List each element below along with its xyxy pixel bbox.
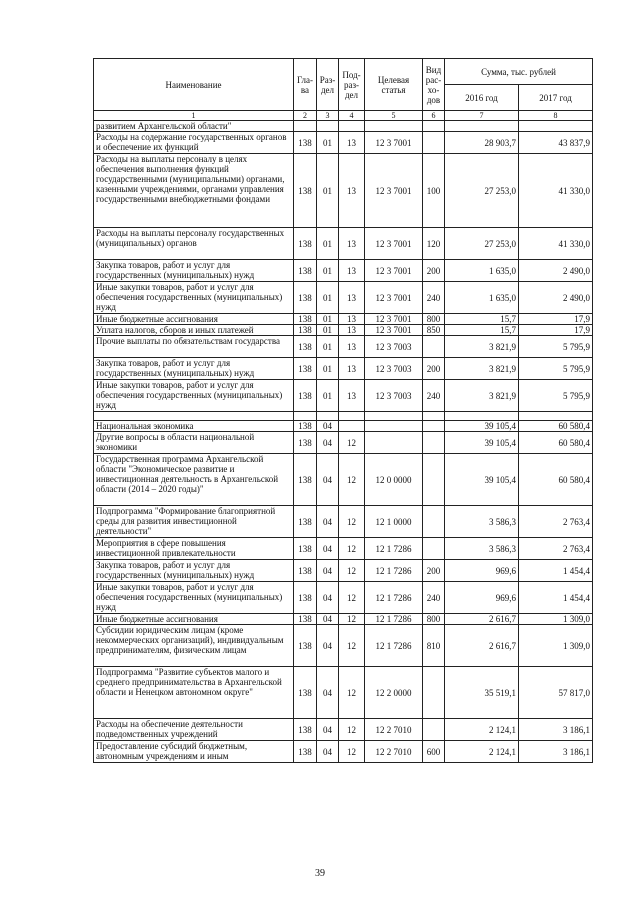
row-name: Иные закупки товаров, работ и услуг для обеспечения государственных (муниципальных) нужд (94, 282, 294, 314)
row-sum-2016: 3 586,3 (445, 506, 519, 538)
row-sum-2016: 35 519,1 (445, 667, 519, 719)
row-vid: 240 (423, 282, 445, 314)
row-podrazdel: 13 (339, 228, 365, 260)
row-razdel: 04 (317, 506, 339, 538)
row-sum-2016: 39 105,4 (445, 421, 519, 432)
row-name: развитием Архангельской области" (94, 121, 294, 132)
row-target (365, 432, 423, 454)
table-row (94, 380, 593, 412)
row-vid: 240 (423, 582, 445, 614)
row-glava: 138 (294, 132, 317, 154)
row-sum-2016: 39 105,4 (445, 454, 519, 506)
row-target: 12 3 7001 (365, 132, 423, 154)
row-name: Иные закупки товаров, работ и услуг для обеспечения государственных (муниципальных) нужд (94, 380, 294, 412)
row-podrazdel: 12 (339, 741, 365, 763)
row-podrazdel: 12 (339, 538, 365, 560)
row-sum-2017: 60 580,4 (519, 454, 593, 506)
row-sum-2017: 3 186,1 (519, 719, 593, 741)
row-podrazdel: 12 (339, 582, 365, 614)
column-number: 1 (94, 111, 294, 121)
row-podrazdel: 13 (339, 336, 365, 358)
header-name: Наименование (94, 59, 294, 111)
row-glava: 138 (294, 282, 317, 314)
row-podrazdel: 13 (339, 314, 365, 325)
row-target: 12 1 0000 (365, 506, 423, 538)
row-podrazdel: 13 (339, 380, 365, 412)
row-vid: 240 (423, 380, 445, 412)
row-sum-2017: 5 795,9 (519, 358, 593, 380)
page-number: 39 (315, 868, 325, 879)
row-sum-2016: 3 586,3 (445, 538, 519, 560)
row-name: Подпрограмма "Развитие субъектов малого и среднего предпринимательства в Архангельской области и Ненецком автономном округе" (94, 667, 294, 719)
row-name: Иные бюджетные ассигнования (94, 614, 294, 625)
row-name: Расходы на обеспечение деятельности подведомственных учреждений (94, 719, 294, 741)
row-vid (423, 538, 445, 560)
table-row (94, 506, 593, 538)
table-row (94, 132, 593, 154)
row-razdel: 01 (317, 325, 339, 336)
row-sum-2016 (445, 412, 519, 421)
row-name: Закупка товаров, работ и услуг для государственных (муниципальных) нужд (94, 358, 294, 380)
row-sum-2016: 2 616,7 (445, 614, 519, 625)
row-sum-2016: 969,6 (445, 582, 519, 614)
row-vid (423, 132, 445, 154)
row-vid: 850 (423, 325, 445, 336)
row-podrazdel: 13 (339, 154, 365, 228)
table-row (94, 325, 593, 336)
row-glava: 138 (294, 314, 317, 325)
row-glava: 138 (294, 506, 317, 538)
row-target: 12 3 7001 (365, 228, 423, 260)
row-sum-2017: 2 490,0 (519, 282, 593, 314)
row-name: Мероприятия в сфере повышения инвестиционной привлекательности (94, 538, 294, 560)
table-row (94, 454, 593, 506)
header-glava: Гла-ва (294, 59, 317, 111)
row-vid: 800 (423, 614, 445, 625)
row-razdel: 04 (317, 667, 339, 719)
row-sum-2016: 28 903,7 (445, 132, 519, 154)
row-target: 12 3 7001 (365, 282, 423, 314)
row-sum-2017: 43 837,9 (519, 132, 593, 154)
table-row (94, 228, 593, 260)
row-razdel: 01 (317, 282, 339, 314)
row-target: 12 2 0000 (365, 667, 423, 719)
row-glava: 138 (294, 421, 317, 432)
row-sum-2017: 2 490,0 (519, 260, 593, 282)
row-glava: 138 (294, 538, 317, 560)
row-vid: 810 (423, 625, 445, 667)
table-row (94, 154, 593, 228)
row-podrazdel: 12 (339, 667, 365, 719)
row-podrazdel: 12 (339, 625, 365, 667)
row-razdel: 01 (317, 260, 339, 282)
row-target: 12 3 7003 (365, 336, 423, 358)
row-vid (423, 454, 445, 506)
row-sum-2016: 2 124,1 (445, 741, 519, 763)
row-vid: 200 (423, 260, 445, 282)
column-number: 8 (519, 111, 593, 121)
row-sum-2016: 15,7 (445, 314, 519, 325)
row-name: Другие вопросы в области национальной экономики (94, 432, 294, 454)
row-glava (294, 412, 317, 421)
budget-table (93, 58, 593, 763)
row-podrazdel (339, 412, 365, 421)
row-vid: 120 (423, 228, 445, 260)
row-razdel: 04 (317, 421, 339, 432)
row-sum-2017 (519, 121, 593, 132)
column-number: 5 (365, 111, 423, 121)
row-sum-2017: 1 309,0 (519, 614, 593, 625)
row-target: 12 1 7286 (365, 582, 423, 614)
row-target: 12 1 7286 (365, 538, 423, 560)
row-name: Закупка товаров, работ и услуг для государственных (муниципальных) нужд (94, 560, 294, 582)
row-razdel (317, 121, 339, 132)
table-row (94, 560, 593, 582)
row-sum-2016: 15,7 (445, 325, 519, 336)
header-2017: 2017 год (519, 85, 593, 111)
row-vid (423, 412, 445, 421)
row-razdel: 01 (317, 358, 339, 380)
row-glava: 138 (294, 358, 317, 380)
row-name: Уплата налогов, сборов и иных платежей (94, 325, 294, 336)
row-target (365, 421, 423, 432)
row-glava: 138 (294, 614, 317, 625)
row-sum-2017: 41 330,0 (519, 228, 593, 260)
row-razdel: 04 (317, 560, 339, 582)
row-target (365, 121, 423, 132)
table-row (94, 260, 593, 282)
row-target: 12 1 7286 (365, 614, 423, 625)
row-sum-2017 (519, 412, 593, 421)
table-row (94, 582, 593, 614)
row-sum-2016: 3 821,9 (445, 380, 519, 412)
row-vid: 200 (423, 560, 445, 582)
row-podrazdel: 12 (339, 719, 365, 741)
table-row (94, 358, 593, 380)
row-razdel (317, 412, 339, 421)
table-row (94, 432, 593, 454)
row-sum-2016: 2 616,7 (445, 625, 519, 667)
table-body (94, 111, 593, 763)
row-glava: 138 (294, 432, 317, 454)
row-glava: 138 (294, 380, 317, 412)
row-vid (423, 121, 445, 132)
row-sum-2017: 17,9 (519, 314, 593, 325)
row-glava (294, 121, 317, 132)
row-razdel: 04 (317, 538, 339, 560)
row-podrazdel: 12 (339, 560, 365, 582)
row-glava: 138 (294, 325, 317, 336)
table-row (94, 336, 593, 358)
row-sum-2017: 41 330,0 (519, 154, 593, 228)
row-podrazdel: 13 (339, 358, 365, 380)
row-vid: 600 (423, 741, 445, 763)
row-podrazdel: 12 (339, 614, 365, 625)
row-sum-2016: 3 821,9 (445, 358, 519, 380)
table-row (94, 667, 593, 719)
table-row (94, 538, 593, 560)
row-target: 12 3 7001 (365, 154, 423, 228)
row-sum-2017: 2 763,4 (519, 538, 593, 560)
table-row (94, 719, 593, 741)
row-sum-2016: 1 635,0 (445, 282, 519, 314)
row-name: Расходы на выплаты персоналу государственных (муниципальных) органов (94, 228, 294, 260)
row-target: 12 3 7003 (365, 358, 423, 380)
row-target: 12 0 0000 (365, 454, 423, 506)
row-vid (423, 667, 445, 719)
row-name: Расходы на содержание государственных органов и обеспечение их функций (94, 132, 294, 154)
table-row (94, 121, 593, 132)
column-number: 7 (445, 111, 519, 121)
table-row (94, 314, 593, 325)
row-podrazdel (339, 121, 365, 132)
row-target: 12 1 7286 (365, 560, 423, 582)
row-name: Иные бюджетные ассигнования (94, 314, 294, 325)
row-sum-2016: 39 105,4 (445, 432, 519, 454)
row-sum-2017: 5 795,9 (519, 380, 593, 412)
row-glava: 138 (294, 667, 317, 719)
row-sum-2017: 17,9 (519, 325, 593, 336)
table-row (94, 741, 593, 763)
header-2016: 2016 год (445, 85, 519, 111)
row-razdel: 01 (317, 380, 339, 412)
row-target: 12 3 7001 (365, 314, 423, 325)
row-sum-2016: 27 253,0 (445, 228, 519, 260)
row-glava: 138 (294, 154, 317, 228)
row-razdel: 04 (317, 432, 339, 454)
row-razdel: 01 (317, 132, 339, 154)
row-glava: 138 (294, 560, 317, 582)
row-target (365, 412, 423, 421)
row-target: 12 3 7003 (365, 380, 423, 412)
row-podrazdel: 13 (339, 325, 365, 336)
row-vid (423, 506, 445, 538)
column-number: 3 (317, 111, 339, 121)
row-razdel: 01 (317, 154, 339, 228)
row-name: Государственная программа Архангельской области "Экономическое развитие и инвестиционная деятельность в Архангельской области (2014 – 2020 годы)" (94, 454, 294, 506)
row-sum-2016: 969,6 (445, 560, 519, 582)
row-glava: 138 (294, 336, 317, 358)
row-name: Расходы на выплаты персоналу в целях обеспечения выполнения функций государственными (муниципальными) органами, казенными учреждениями, органами управления государственными внебюджетными фондами (94, 154, 294, 228)
row-razdel: 04 (317, 614, 339, 625)
row-podrazdel: 13 (339, 260, 365, 282)
row-name: Подпрограмма "Формирование благоприятной среды для развития инвестиционной деятельности" (94, 506, 294, 538)
row-name: Предоставление субсидий бюджетным, автономным учреждениям и иным (94, 741, 294, 763)
row-vid: 800 (423, 314, 445, 325)
row-target: 12 3 7001 (365, 260, 423, 282)
row-glava: 138 (294, 454, 317, 506)
row-razdel: 01 (317, 228, 339, 260)
column-number: 2 (294, 111, 317, 121)
row-sum-2016: 2 124,1 (445, 719, 519, 741)
row-target: 12 2 7010 (365, 741, 423, 763)
row-vid (423, 719, 445, 741)
row-razdel: 04 (317, 454, 339, 506)
row-vid: 100 (423, 154, 445, 228)
row-razdel: 04 (317, 625, 339, 667)
row-name: Закупка товаров, работ и услуг для государственных (муниципальных) нужд (94, 260, 294, 282)
row-vid (423, 421, 445, 432)
row-sum-2016: 1 635,0 (445, 260, 519, 282)
row-glava: 138 (294, 625, 317, 667)
row-sum-2016: 3 821,9 (445, 336, 519, 358)
row-glava: 138 (294, 741, 317, 763)
row-name: Иные закупки товаров, работ и услуг для обеспечения государственных (муниципальных) нужд (94, 582, 294, 614)
row-sum-2016: 27 253,0 (445, 154, 519, 228)
column-number: 4 (339, 111, 365, 121)
row-sum-2017: 1 309,0 (519, 625, 593, 667)
table-row (94, 625, 593, 667)
row-podrazdel: 12 (339, 432, 365, 454)
row-razdel: 04 (317, 582, 339, 614)
row-sum-2017: 1 454,4 (519, 582, 593, 614)
row-glava: 138 (294, 582, 317, 614)
row-sum-2017: 3 186,1 (519, 741, 593, 763)
row-sum-2017: 5 795,9 (519, 336, 593, 358)
row-sum-2016 (445, 121, 519, 132)
row-podrazdel: 12 (339, 454, 365, 506)
row-name: Национальная экономика (94, 421, 294, 432)
column-number: 6 (423, 111, 445, 121)
header-target: Целевая статья (365, 59, 423, 111)
row-target: 12 1 7286 (365, 625, 423, 667)
table-row (94, 282, 593, 314)
header-razdel: Раз-дел (317, 59, 339, 111)
row-sum-2017: 2 763,4 (519, 506, 593, 538)
column-number-row (94, 111, 593, 121)
row-sum-2017: 1 454,4 (519, 560, 593, 582)
row-razdel: 04 (317, 719, 339, 741)
row-glava: 138 (294, 228, 317, 260)
table-row (94, 412, 593, 421)
row-sum-2017: 60 580,4 (519, 432, 593, 454)
row-target: 12 2 7010 (365, 719, 423, 741)
row-vid (423, 336, 445, 358)
row-name: Субсидии юридическим лицам (кроме некоммерческих организаций), индивидуальным предпринимателям, физическим лицам (94, 625, 294, 667)
header-podrazdel: Под-раз-дел (339, 59, 365, 111)
row-podrazdel: 13 (339, 282, 365, 314)
row-vid: 200 (423, 358, 445, 380)
row-name (94, 412, 294, 421)
row-podrazdel: 12 (339, 506, 365, 538)
row-podrazdel: 13 (339, 132, 365, 154)
row-glava: 138 (294, 260, 317, 282)
row-vid (423, 432, 445, 454)
row-glava: 138 (294, 719, 317, 741)
table-row (94, 421, 593, 432)
header-sum: Сумма, тыс. рублей (445, 59, 593, 85)
row-razdel: 01 (317, 336, 339, 358)
row-razdel: 01 (317, 314, 339, 325)
row-sum-2017: 57 817,0 (519, 667, 593, 719)
table-row (94, 614, 593, 625)
row-target: 12 3 7001 (365, 325, 423, 336)
row-name: Прочие выплаты по обязательствам государства (94, 336, 294, 358)
row-podrazdel (339, 421, 365, 432)
row-razdel: 04 (317, 741, 339, 763)
header-vid: Вид рас-хо-дов (423, 59, 445, 111)
row-sum-2017: 60 580,4 (519, 421, 593, 432)
